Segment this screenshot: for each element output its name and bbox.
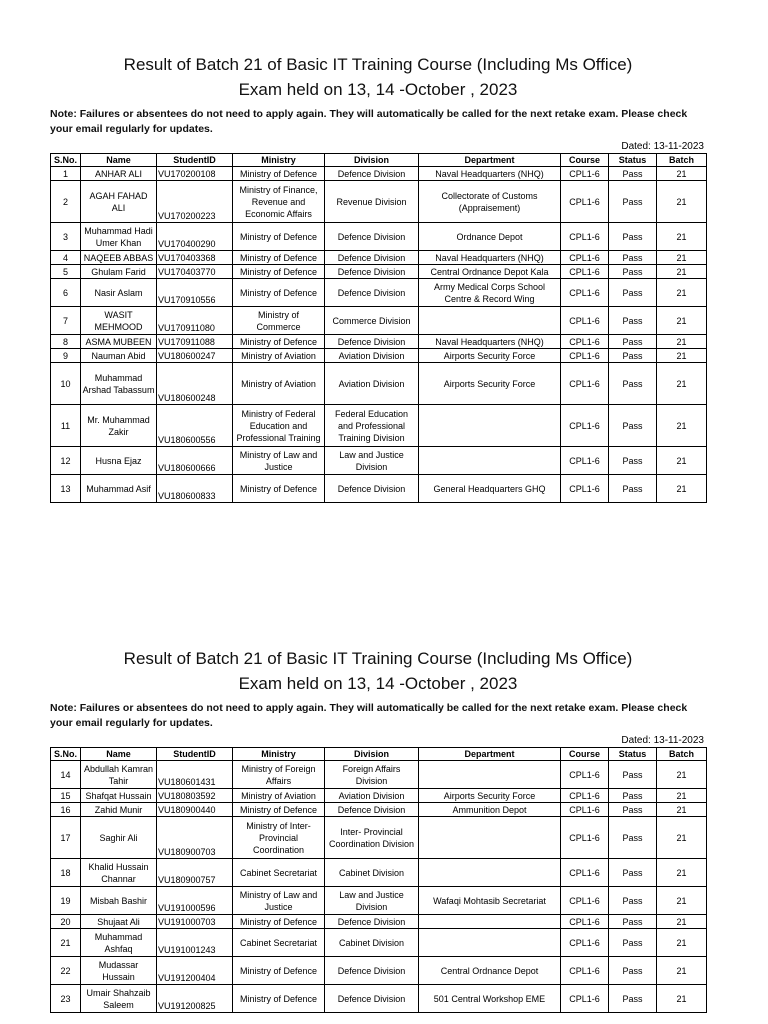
cell-status: Pass — [609, 363, 657, 405]
cell-batch: 21 — [657, 887, 707, 915]
cell-course: CPL1-6 — [561, 789, 609, 803]
cell-student-id: VU191200404 — [157, 957, 233, 985]
cell-batch: 21 — [657, 265, 707, 279]
document-title: Result of Batch 21 of Basic IT Training Course (Including Ms Office) — [123, 55, 633, 74]
cell-batch: 21 — [657, 349, 707, 363]
cell-status: Pass — [609, 223, 657, 251]
cell-batch: 21 — [657, 985, 707, 1013]
cell-course: CPL1-6 — [561, 475, 609, 503]
cell-student-id: VU180600666 — [157, 447, 233, 475]
cell-name: Muhammad Ashfaq — [81, 929, 157, 957]
cell-department — [419, 859, 561, 887]
cell-batch: 21 — [657, 803, 707, 817]
cell-division: Aviation Division — [325, 363, 419, 405]
cell-status: Pass — [609, 859, 657, 887]
cell-division: Defence Division — [325, 265, 419, 279]
cell-name: ANHAR ALI — [81, 167, 157, 181]
cell-ministry: Ministry of Defence — [233, 803, 325, 817]
cell-department: Naval Headquarters (NHQ) — [419, 167, 561, 181]
cell-student-id: VU170400290 — [157, 223, 233, 251]
cell-status: Pass — [609, 251, 657, 265]
col-header-sno: S.No. — [51, 154, 81, 167]
cell-batch: 21 — [657, 859, 707, 887]
cell-sno: 7 — [51, 307, 81, 335]
cell-course: CPL1-6 — [561, 929, 609, 957]
cell-ministry: Ministry of Defence — [233, 985, 325, 1013]
cell-status: Pass — [609, 803, 657, 817]
cell-division: Defence Division — [325, 803, 419, 817]
cell-division: Defence Division — [325, 279, 419, 307]
cell-name: Nauman Abid — [81, 349, 157, 363]
cell-status: Pass — [609, 789, 657, 803]
cell-name: Husna Ejaz — [81, 447, 157, 475]
cell-division: Inter- Provincial Coordination Division — [325, 817, 419, 859]
cell-division: Foreign Affairs Division — [325, 761, 419, 789]
cell-name: Zahid Munir — [81, 803, 157, 817]
cell-ministry: Ministry of Inter-Provincial Coordination — [233, 817, 325, 859]
result-section-1 — [50, 52, 706, 503]
cell-course: CPL1-6 — [561, 817, 609, 859]
cell-sno: 19 — [51, 887, 81, 915]
cell-student-id: VU170403368 — [157, 251, 233, 265]
cell-name: ASMA MUBEEN — [81, 335, 157, 349]
cell-department — [419, 915, 561, 929]
cell-batch: 21 — [657, 167, 707, 181]
cell-status: Pass — [609, 475, 657, 503]
table-row — [51, 985, 707, 1013]
cell-sno: 9 — [51, 349, 81, 363]
col-header-course: Course — [561, 154, 609, 167]
cell-status: Pass — [609, 761, 657, 789]
cell-department: Naval Headquarters (NHQ) — [419, 251, 561, 265]
cell-name: Muhammad Asif — [81, 475, 157, 503]
col-header-name: Name — [81, 154, 157, 167]
cell-ministry: Ministry of Defence — [233, 223, 325, 251]
cell-ministry: Ministry of Defence — [233, 475, 325, 503]
cell-name: Umair Shahzaib Saleem — [81, 985, 157, 1013]
cell-status: Pass — [609, 167, 657, 181]
cell-department: Ordnance Depot — [419, 223, 561, 251]
cell-name: Khalid Hussain Channar — [81, 859, 157, 887]
cell-ministry: Ministry of Commerce — [233, 307, 325, 335]
col-header-batch: Batch — [657, 154, 707, 167]
cell-division: Defence Division — [325, 957, 419, 985]
cell-student-id: VU180900757 — [157, 859, 233, 887]
cell-sno: 10 — [51, 363, 81, 405]
cell-course: CPL1-6 — [561, 761, 609, 789]
cell-name: WASIT MEHMOOD — [81, 307, 157, 335]
cell-student-id: VU180601431 — [157, 761, 233, 789]
cell-ministry: Ministry of Defence — [233, 957, 325, 985]
cell-ministry: Ministry of Defence — [233, 279, 325, 307]
col-header-course: Course — [561, 748, 609, 761]
document-subtitle: Exam held on 13, 14 -October , 2023 — [238, 80, 518, 99]
table-row — [51, 363, 707, 405]
cell-student-id: VU191001243 — [157, 929, 233, 957]
cell-name: Abdullah Kamran Tahir — [81, 761, 157, 789]
cell-name: Shujaat Ali — [81, 915, 157, 929]
cell-division: Cabinet Division — [325, 859, 419, 887]
cell-course: CPL1-6 — [561, 181, 609, 223]
cell-status: Pass — [609, 405, 657, 447]
cell-batch: 21 — [657, 307, 707, 335]
cell-student-id: VU191200825 — [157, 985, 233, 1013]
cell-ministry: Ministry of Aviation — [233, 789, 325, 803]
table-row — [51, 279, 707, 307]
cell-batch: 21 — [657, 181, 707, 223]
cell-sno: 11 — [51, 405, 81, 447]
cell-course: CPL1-6 — [561, 985, 609, 1013]
cell-department — [419, 405, 561, 447]
cell-ministry: Cabinet Secretariat — [233, 859, 325, 887]
cell-name: Mr. Muhammad Zakir — [81, 405, 157, 447]
cell-batch: 21 — [657, 405, 707, 447]
col-header-batch: Batch — [657, 748, 707, 761]
cell-student-id: VU180900703 — [157, 817, 233, 859]
cell-student-id: VU170911080 — [157, 307, 233, 335]
table-row — [51, 915, 707, 929]
cell-name: Saghir Ali — [81, 817, 157, 859]
table-header-row — [51, 748, 707, 761]
cell-status: Pass — [609, 349, 657, 363]
cell-department: Central Ordnance Depot Kala — [419, 265, 561, 279]
table-row — [51, 405, 707, 447]
cell-division: Revenue Division — [325, 181, 419, 223]
cell-sno: 23 — [51, 985, 81, 1013]
results-table — [50, 153, 707, 503]
cell-sno: 18 — [51, 859, 81, 887]
cell-department: Ammunition Depot — [419, 803, 561, 817]
table-row — [51, 957, 707, 985]
cell-division: Commerce Division — [325, 307, 419, 335]
cell-status: Pass — [609, 929, 657, 957]
cell-division: Law and Justice Division — [325, 447, 419, 475]
cell-ministry: Ministry of Defence — [233, 915, 325, 929]
cell-name: Mudassar Hussain — [81, 957, 157, 985]
col-header-status: Status — [609, 748, 657, 761]
cell-name: Shafqat Hussain — [81, 789, 157, 803]
cell-sno: 16 — [51, 803, 81, 817]
cell-sno: 3 — [51, 223, 81, 251]
cell-status: Pass — [609, 335, 657, 349]
cell-ministry: Ministry of Aviation — [233, 363, 325, 405]
cell-department — [419, 307, 561, 335]
cell-sno: 1 — [51, 167, 81, 181]
cell-student-id: VU170200108 — [157, 167, 233, 181]
table-row — [51, 251, 707, 265]
table-row — [51, 475, 707, 503]
cell-division: Defence Division — [325, 335, 419, 349]
cell-sno: 6 — [51, 279, 81, 307]
cell-ministry: Ministry of Finance, Revenue and Economic Affairs — [233, 181, 325, 223]
cell-department — [419, 817, 561, 859]
col-header-department: Department — [419, 154, 561, 167]
cell-batch: 21 — [657, 915, 707, 929]
cell-ministry: Cabinet Secretariat — [233, 929, 325, 957]
col-header-ministry: Ministry — [233, 154, 325, 167]
cell-student-id: VU180600247 — [157, 349, 233, 363]
cell-name: AGAH FAHAD ALI — [81, 181, 157, 223]
cell-ministry: Ministry of Defence — [233, 265, 325, 279]
table-row — [51, 761, 707, 789]
result-section-2 — [50, 646, 706, 1013]
cell-name: Muhammad Arshad Tabassum — [81, 363, 157, 405]
col-header-studentid: StudentID — [157, 154, 233, 167]
cell-name: Nasir Aslam — [81, 279, 157, 307]
cell-course: CPL1-6 — [561, 307, 609, 335]
cell-student-id: VU170200223 — [157, 181, 233, 223]
cell-batch: 21 — [657, 957, 707, 985]
cell-status: Pass — [609, 915, 657, 929]
cell-status: Pass — [609, 181, 657, 223]
table-row — [51, 817, 707, 859]
document-subtitle: Exam held on 13, 14 -October , 2023 — [238, 674, 518, 693]
table-row — [51, 181, 707, 223]
cell-batch: 21 — [657, 223, 707, 251]
cell-course: CPL1-6 — [561, 859, 609, 887]
cell-ministry: Ministry of Law and Justice — [233, 447, 325, 475]
cell-batch: 21 — [657, 447, 707, 475]
cell-department — [419, 447, 561, 475]
cell-course: CPL1-6 — [561, 447, 609, 475]
note-text: Note: Failures or absentees do not need to apply again. They will automatically be called for the next retake exam. Please check your email regularly for updates. — [50, 108, 688, 135]
cell-course: CPL1-6 — [561, 279, 609, 307]
cell-division: Defence Division — [325, 167, 419, 181]
dated-text: Dated: 13-11-2023 — [621, 141, 704, 152]
cell-division: Federal Education and Professional Training Division — [325, 405, 419, 447]
cell-course: CPL1-6 — [561, 803, 609, 817]
cell-sno: 13 — [51, 475, 81, 503]
cell-department: Army Medical Corps School Centre & Record Wing — [419, 279, 561, 307]
col-header-studentid: StudentID — [157, 748, 233, 761]
cell-batch: 21 — [657, 929, 707, 957]
cell-department: General Headquarters GHQ — [419, 475, 561, 503]
cell-sno: 15 — [51, 789, 81, 803]
table-row — [51, 789, 707, 803]
cell-ministry: Ministry of Foreign Affairs — [233, 761, 325, 789]
cell-student-id: VU180600556 — [157, 405, 233, 447]
cell-batch: 21 — [657, 363, 707, 405]
cell-batch: 21 — [657, 475, 707, 503]
table-row — [51, 223, 707, 251]
cell-name: Ghulam Farid — [81, 265, 157, 279]
col-header-sno: S.No. — [51, 748, 81, 761]
cell-student-id: VU170910556 — [157, 279, 233, 307]
cell-sno: 22 — [51, 957, 81, 985]
cell-course: CPL1-6 — [561, 265, 609, 279]
cell-sno: 12 — [51, 447, 81, 475]
col-header-division: Division — [325, 154, 419, 167]
table-row — [51, 803, 707, 817]
dated-text: Dated: 13-11-2023 — [621, 735, 704, 746]
cell-department: Collectorate of Customs (Appraisement) — [419, 181, 561, 223]
cell-status: Pass — [609, 887, 657, 915]
cell-division: Defence Division — [325, 223, 419, 251]
cell-sno: 4 — [51, 251, 81, 265]
cell-course: CPL1-6 — [561, 223, 609, 251]
cell-department: Central Ordnance Depot — [419, 957, 561, 985]
col-header-status: Status — [609, 154, 657, 167]
cell-ministry: Ministry of Defence — [233, 251, 325, 265]
cell-department: Naval Headquarters (NHQ) — [419, 335, 561, 349]
cell-department: Airports Security Force — [419, 363, 561, 405]
cell-division: Defence Division — [325, 251, 419, 265]
table-header-row — [51, 154, 707, 167]
cell-batch: 21 — [657, 817, 707, 859]
cell-sno: 8 — [51, 335, 81, 349]
cell-student-id: VU170911088 — [157, 335, 233, 349]
table-row — [51, 167, 707, 181]
cell-ministry: Ministry of Defence — [233, 167, 325, 181]
table-row — [51, 859, 707, 887]
results-table — [50, 747, 707, 1013]
cell-sno: 17 — [51, 817, 81, 859]
cell-sno: 5 — [51, 265, 81, 279]
cell-division: Defence Division — [325, 475, 419, 503]
cell-student-id: VU170403770 — [157, 265, 233, 279]
cell-course: CPL1-6 — [561, 887, 609, 915]
cell-ministry: Ministry of Federal Education and Professional Training — [233, 405, 325, 447]
cell-sno: 14 — [51, 761, 81, 789]
cell-student-id: VU191000596 — [157, 887, 233, 915]
col-header-name: Name — [81, 748, 157, 761]
note-text: Note: Failures or absentees do not need to apply again. They will automatically be called for the next retake exam. Please check your email regularly for updates. — [50, 702, 688, 729]
table-row — [51, 265, 707, 279]
cell-name: Misbah Bashir — [81, 887, 157, 915]
cell-student-id: VU191000703 — [157, 915, 233, 929]
cell-department — [419, 761, 561, 789]
cell-department: Wafaqi Mohtasib Secretariat — [419, 887, 561, 915]
cell-status: Pass — [609, 957, 657, 985]
cell-name: Muhammad Hadi Umer Khan — [81, 223, 157, 251]
table-row — [51, 349, 707, 363]
cell-status: Pass — [609, 985, 657, 1013]
cell-student-id: VU180900440 — [157, 803, 233, 817]
cell-department — [419, 929, 561, 957]
cell-division: Defence Division — [325, 985, 419, 1013]
cell-sno: 2 — [51, 181, 81, 223]
cell-course: CPL1-6 — [561, 335, 609, 349]
cell-student-id: VU180600833 — [157, 475, 233, 503]
cell-status: Pass — [609, 307, 657, 335]
cell-sno: 21 — [51, 929, 81, 957]
cell-department: Airports Security Force — [419, 349, 561, 363]
cell-status: Pass — [609, 817, 657, 859]
cell-batch: 21 — [657, 251, 707, 265]
cell-student-id: VU180600248 — [157, 363, 233, 405]
col-header-ministry: Ministry — [233, 748, 325, 761]
cell-ministry: Ministry of Law and Justice — [233, 887, 325, 915]
cell-ministry: Ministry of Defence — [233, 335, 325, 349]
cell-division: Aviation Division — [325, 349, 419, 363]
table-row — [51, 887, 707, 915]
cell-course: CPL1-6 — [561, 915, 609, 929]
cell-division: Aviation Division — [325, 789, 419, 803]
cell-course: CPL1-6 — [561, 363, 609, 405]
cell-course: CPL1-6 — [561, 349, 609, 363]
cell-division: Law and Justice Division — [325, 887, 419, 915]
cell-course: CPL1-6 — [561, 957, 609, 985]
cell-status: Pass — [609, 265, 657, 279]
cell-course: CPL1-6 — [561, 251, 609, 265]
cell-ministry: Ministry of Aviation — [233, 349, 325, 363]
table-row — [51, 307, 707, 335]
col-header-department: Department — [419, 748, 561, 761]
cell-sno: 20 — [51, 915, 81, 929]
cell-student-id: VU180803592 — [157, 789, 233, 803]
cell-department: 501 Central Workshop EME — [419, 985, 561, 1013]
cell-batch: 21 — [657, 279, 707, 307]
cell-division: Cabinet Division — [325, 929, 419, 957]
cell-division: Defence Division — [325, 915, 419, 929]
cell-status: Pass — [609, 447, 657, 475]
col-header-division: Division — [325, 748, 419, 761]
cell-course: CPL1-6 — [561, 405, 609, 447]
cell-batch: 21 — [657, 789, 707, 803]
cell-status: Pass — [609, 279, 657, 307]
table-row — [51, 929, 707, 957]
cell-batch: 21 — [657, 335, 707, 349]
cell-course: CPL1-6 — [561, 167, 609, 181]
table-row — [51, 447, 707, 475]
cell-department: Airports Security Force — [419, 789, 561, 803]
table-row — [51, 335, 707, 349]
cell-batch: 21 — [657, 761, 707, 789]
document-title: Result of Batch 21 of Basic IT Training Course (Including Ms Office) — [123, 649, 633, 668]
cell-name: NAQEEB ABBAS — [81, 251, 157, 265]
